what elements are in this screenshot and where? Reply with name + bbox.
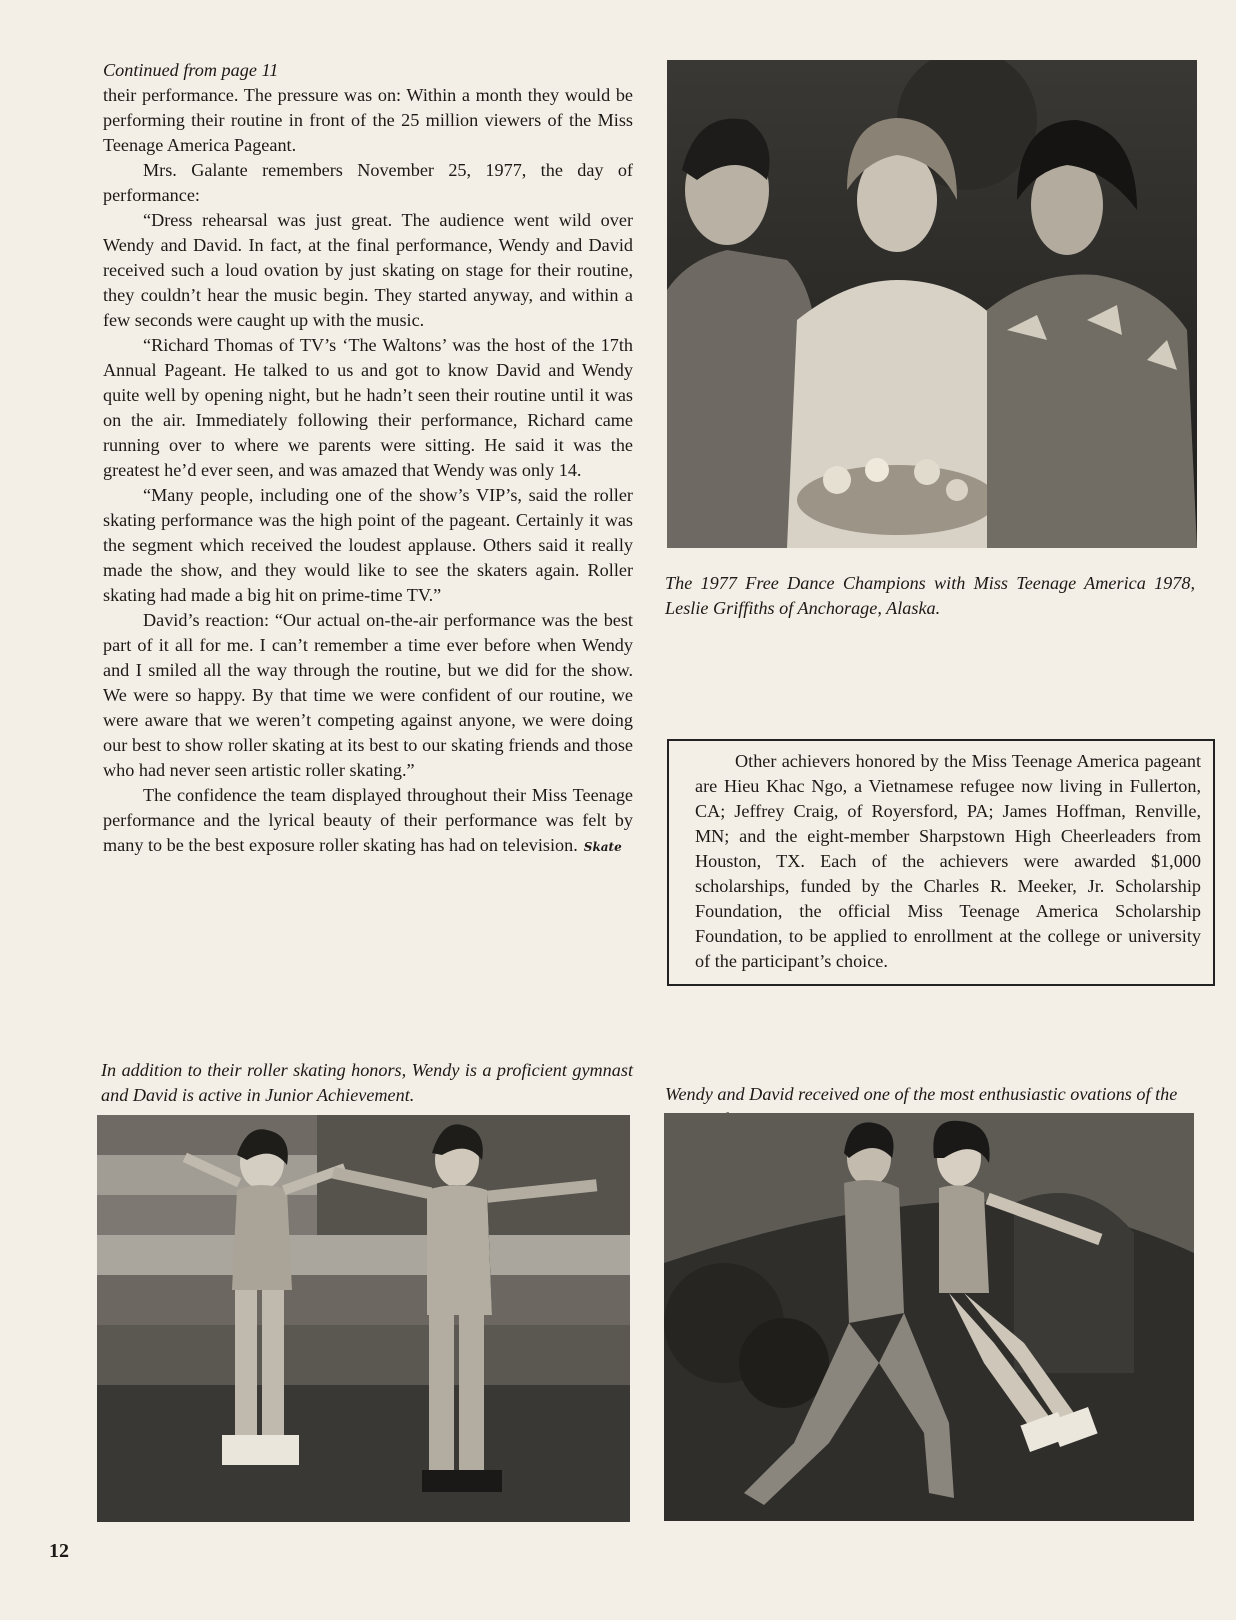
caption-top-right: The 1977 Free Dance Champions with Miss Teenage America 1978, Leslie Griffiths of Anchorage, Alaska.	[665, 573, 1195, 619]
article-paragraph: Mrs. Galante remembers November 25, 1977, the day of performance:	[103, 160, 633, 205]
article-paragraph-last	[103, 783, 633, 860]
achievers-text: Other achievers honored by the Miss Teenage America pageant are Hieu Khac Ngo, a Vietnamese refugee now living in Fullerton, CA; Jeffrey Craig, of Royersford, PA; James Hoffman, Renville, MN; and the eight-member Sharpstown High Cheerleaders from Houston, TX. Each of the achievers were awarded $1,000 scholarships, funded by the Charles R. Meeker, Jr. Scholarship Foundation, the official Miss Teenage America Scholarship Foundation, to be applied to enrollment at the college or university of the participant’s choice.	[695, 751, 1201, 971]
article-paragraph: “Dress rehearsal was just great. The audience went wild over Wendy and David. In fact, at the final performance, Wendy and David received such a loud ovation by just skating on stage for their routine, they couldn’t hear the music begin. They started anyway, and within a few seconds were caught up with the music.	[103, 210, 633, 330]
photo-champions-with-miss-teenage-america	[667, 60, 1197, 548]
article-paragraph: “Richard Thomas of TV’s ‘The Waltons’ was the host of the 17th Annual Pageant. He talked to us and got to know David and Wendy quite well by opening night, but he hadn’t seen their routine until it was on the air. Immediately following their performance, Richard came running over to where we parents were sitting. He said it was the greatest he’d ever seen, and was amazed that Wendy was only 14.	[103, 335, 633, 480]
photo-pair-skating-ovation	[664, 1113, 1194, 1521]
article-paragraph: “Many people, including one of the show’s VIP’s, said the roller skating performance was the high point of the pageant. Certainly it was the segment which received the loudest applause. Others said it really made the show, and they would like to see the skaters again. Roller skating had made a big hit on prime-time TV.”	[103, 485, 633, 605]
article-last-text: The confidence the team displayed throughout their Miss Teenage performance and the lyrical beauty of their performance was felt by many to be the best exposure roller skating has had on television.	[103, 785, 633, 855]
page-number: 12	[49, 1540, 69, 1562]
article-paragraph: their performance. The pressure was on: Within a month they would be performing their routine in front of the 25 million viewers of the Miss Teenage America Pageant.	[103, 85, 633, 155]
photo-skaters-on-stage	[97, 1115, 630, 1522]
article-paragraph: David’s reaction: “Our actual on-the-air performance was the best part of it all for me. I can’t remember a time ever before when Wendy and I smiled all the way through the routine, but we did for the show. We were so happy. By that time we were confident of our routine, we were aware that we weren’t competing against anyone, we were doing our best to show roller skating at its best to our skating friends and those who had never seen artistic roller skating.”	[103, 610, 633, 780]
achievers-box	[667, 739, 1215, 986]
caption-bottom-left: In addition to their roller skating honors, Wendy is a proficient gymnast and David is active in Junior Achievement.	[101, 1060, 633, 1106]
article-column	[103, 58, 633, 860]
continued-note: Continued from page 11	[103, 60, 279, 80]
end-mark: Skate	[583, 840, 622, 854]
caption-bottom-right: Wendy and David received one of the most enthusiastic ovations of the	[665, 1084, 1178, 1105]
